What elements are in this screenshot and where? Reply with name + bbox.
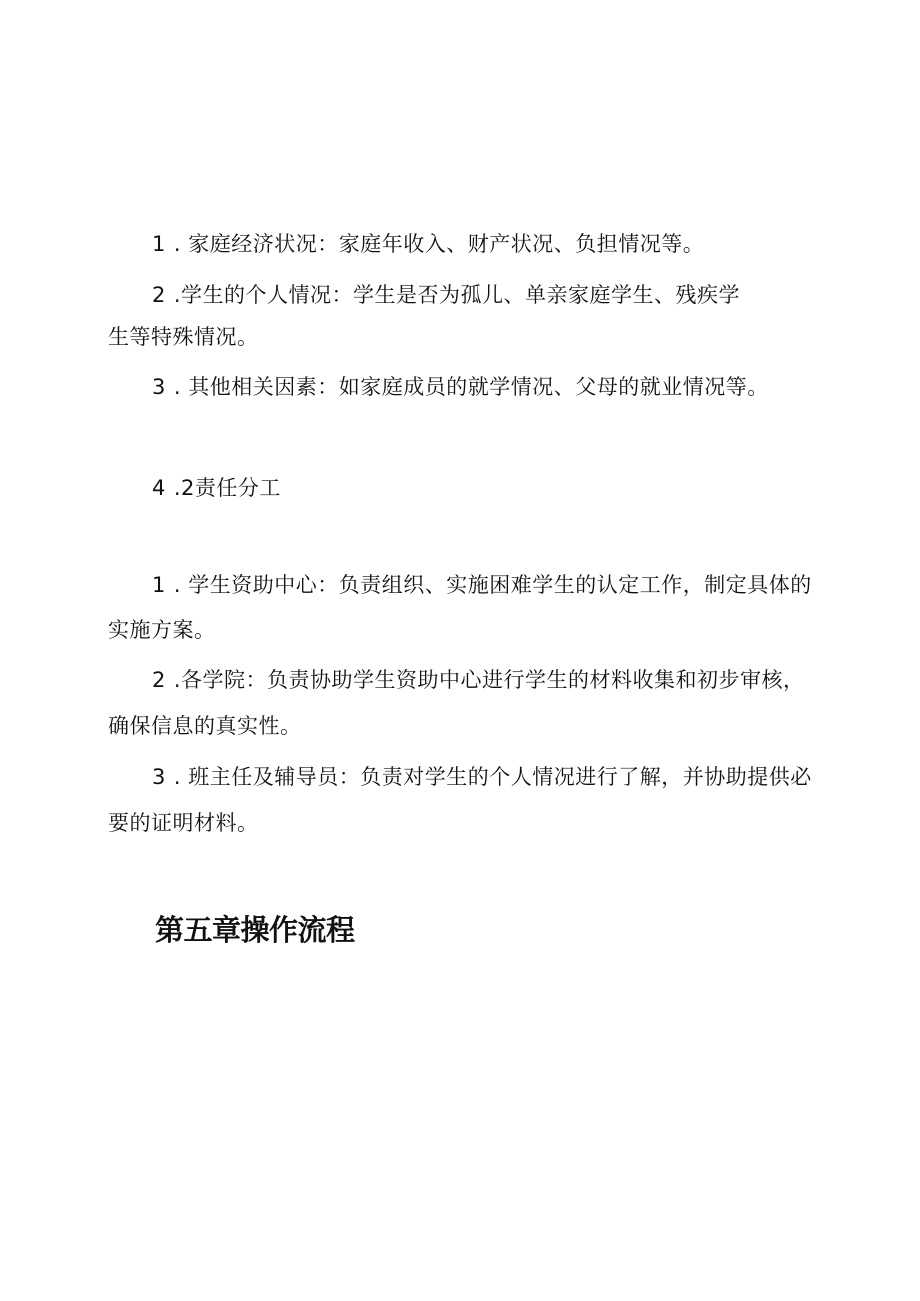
list-item [152, 281, 740, 309]
section-heading [152, 474, 281, 502]
list-item [152, 373, 769, 401]
item-number: 1 [152, 232, 166, 256]
item-number: 2 [152, 668, 166, 692]
list-item [152, 763, 812, 791]
list-item [152, 230, 704, 258]
item-text: .学生的个人情况：学生是否为孤儿、单亲家庭学生、残疾学 [173, 283, 741, 307]
list-item [152, 666, 805, 694]
item-text: . 其他相关因素：如家庭成员的就学情况、父母的就业情况等。 [173, 375, 769, 399]
item-number: 3 [152, 765, 166, 789]
item-text: . 学生资助中心：负责组织、实施困难学生的认定工作，制定具体的 [173, 573, 812, 597]
list-item-continuation: 生等特殊情况。 [108, 325, 259, 349]
list-item [152, 571, 812, 599]
item-text: . 班主任及辅导员：负责对学生的个人情况进行了解，并协助提供必 [173, 765, 812, 789]
list-item-continuation: 要的证明材料。 [108, 811, 259, 835]
list-item-continuation: 实施方案。 [108, 618, 216, 642]
list-item-continuation: 确保信息的真实性。 [108, 714, 302, 738]
section-number: 4 [152, 476, 166, 500]
section-title: .2责任分工 [173, 476, 281, 500]
item-number: 1 [152, 573, 166, 597]
item-text: . 家庭经济状况：家庭年收入、财产状况、负担情况等。 [173, 232, 705, 256]
item-text: .各学院：负责协助学生资助中心进行学生的材料收集和初步审核， [173, 668, 805, 692]
item-number: 2 [152, 283, 166, 307]
item-number: 3 [152, 375, 166, 399]
chapter-heading: 第五章操作流程 [155, 913, 355, 947]
